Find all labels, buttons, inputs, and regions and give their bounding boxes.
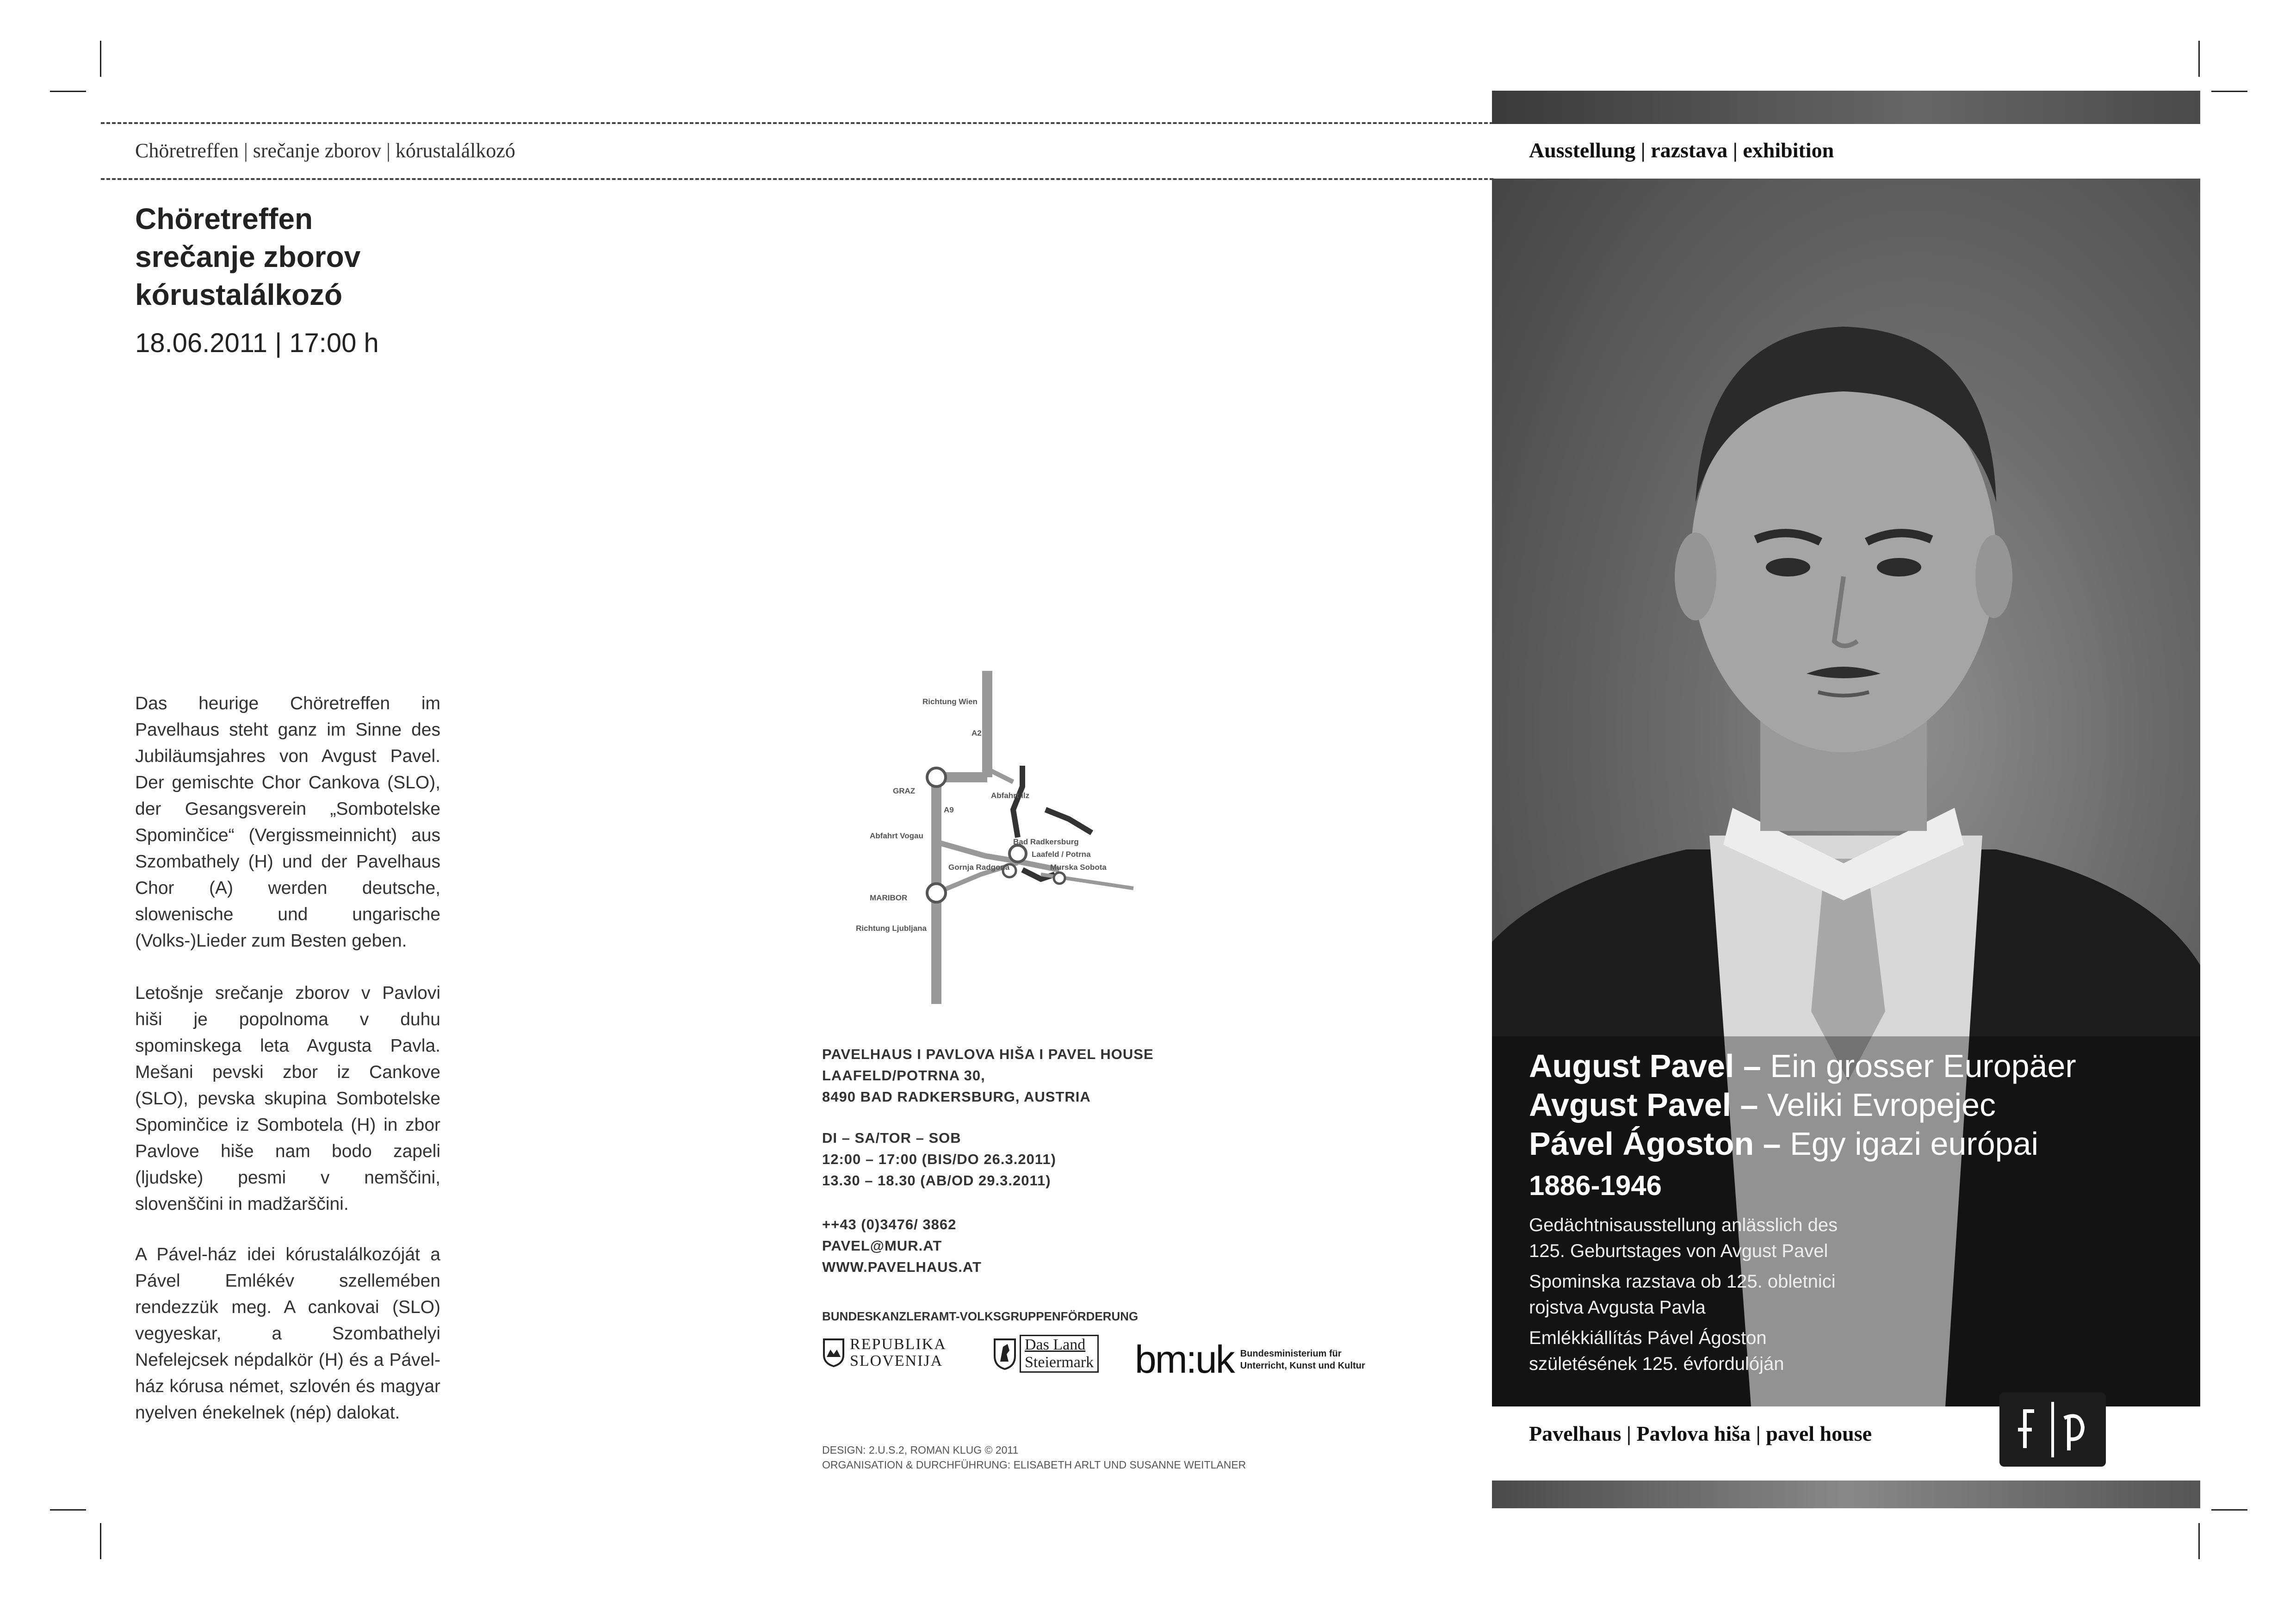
slovenia-crest-icon — [822, 1338, 845, 1367]
crop-mark — [2211, 1509, 2247, 1511]
pavelhaus-logo — [1999, 1393, 2106, 1467]
life-years: 1886-1946 — [1529, 1170, 1662, 1201]
map-label: Richtung Ljubljana — [856, 924, 927, 933]
hours-line: DI – SA/TOR – SOB — [822, 1130, 961, 1146]
organisation-credit: ORGANISATION & DURCHFÜHRUNG: ELISABETH ARLT UND SUSANNE WEITLANER — [822, 1459, 1246, 1471]
crop-mark — [50, 91, 86, 92]
event-title — [135, 200, 360, 314]
map-label: Richtung Wien — [922, 697, 978, 706]
paragraph-german: Das heurige Chöretreffen im Pavelhaus steht ganz im Sinne des Jubiläumsjahres von Avgust Pavel. Der gemischte Chor Cankova (SLO), der Gesangsverein „Sombotelske Spominčice“ (Vergissmeinnicht) aus Szombathely (H) und der Pavelhaus Chor (A) werden deutsche, slowenische und ungarische (Volks-)Lieder zum Besten geben. — [135, 694, 440, 951]
address-block — [822, 1044, 1154, 1108]
contact-block — [822, 1214, 982, 1278]
hours-line: 12:00 – 17:00 (BIS/DO 26.3.2011) — [822, 1151, 1056, 1167]
logo-steiermark — [993, 1335, 1099, 1373]
left-header: Chöretreffen | srečanje zborov | kórustalálkozó — [135, 139, 515, 162]
title-slovenian: Avgust Pavel – Veliki Evropejec — [1529, 1087, 1996, 1123]
paragraph-slovenian: Letošnje srečanje zborov v Pavlovi hiši je popolnoma v duhu spominskega leta Avgusta Pavla. Mešani pevski zbor iz Cankove (SLO), pevska skupina Sombotelske Spominčice iz Sombotela (H) in zbor Pavlove hiše nam bodo zapeli (ljudske) pesmi v nemščini, slovenščini in madžarščini. — [135, 983, 440, 1214]
header-rule-top — [101, 122, 1493, 124]
logo-bmuk — [1135, 1337, 1365, 1382]
email: PAVEL@MUR.AT — [822, 1238, 942, 1254]
address-line: LAAFELD/POTRNA 30, — [822, 1067, 985, 1084]
title-line: kórustalálkozó — [135, 278, 343, 311]
map-label: Murska Sobota — [1050, 863, 1107, 872]
subtitle-line: 125. Geburtstages von Avgust Pavel — [1529, 1241, 1828, 1261]
logo-slovenija — [822, 1336, 947, 1369]
title-line: srečanje zborov — [135, 240, 361, 273]
credits — [822, 1443, 1246, 1472]
crop-mark — [2198, 41, 2200, 77]
node-murska — [1054, 873, 1065, 884]
node-bad-radkersburg — [1009, 845, 1026, 862]
logo-text: Bundesministerium für — [1240, 1348, 1342, 1359]
map-label: MARIBOR — [870, 893, 908, 902]
map-label: GRAZ — [893, 787, 916, 795]
right-header: Ausstellung | razstava | exhibition — [1529, 138, 1834, 162]
website: WWW.PAVELHAUS.AT — [822, 1259, 982, 1275]
opening-hours — [822, 1127, 1056, 1191]
subtitle-line: Emlékkiállítás Pável Ágoston — [1529, 1328, 1767, 1348]
logo-text: REPUBLIKA — [850, 1336, 947, 1353]
map-label: Bad Radkersburg — [1013, 837, 1079, 846]
crop-mark — [100, 41, 101, 77]
footer-label: Pavelhaus | Pavlova hiša | pavel house — [1529, 1422, 1872, 1445]
map-label: A9 — [944, 805, 954, 814]
exhibition-titles — [1529, 1047, 2076, 1163]
header-rule-bottom — [101, 178, 1493, 180]
road-ilz-link — [1013, 766, 1022, 837]
event-date: 18.06.2011 | 17:00 h — [135, 328, 379, 358]
phone: ++43 (0)3476/ 3862 — [822, 1216, 957, 1233]
crop-mark — [50, 1509, 86, 1511]
logo-text: Steiermark — [1025, 1354, 1094, 1371]
title-line: Chöretreffen — [135, 202, 313, 235]
sponsor-heading: BUNDESKANZLERAMT-VOLKSGRUPPENFÖRDERUNG — [822, 1309, 1139, 1323]
node-maribor — [927, 884, 946, 902]
crop-mark — [2211, 91, 2247, 92]
paragraph-hungarian: A Pável-ház idei kórustalálkozóját a Pável Emlékév szellemében rendezzük meg. A cankovai (SLO) vegyeskar, a Szombathelyi Nefelejcsek népdalkör (H) és a Pável-ház kórusa német, szlovén és magyar nyelven énekelnek (nép) dalokat. — [135, 1245, 440, 1423]
logo-text: Das Land — [1025, 1336, 1086, 1353]
subtitle-line: Spominska razstava ob 125. obletnici — [1529, 1271, 1836, 1292]
exhibition-subtitles — [1529, 1212, 1838, 1377]
map-label: Laafeld / Potrna — [1032, 850, 1091, 859]
pavelhaus-logo-icon — [1999, 1393, 2106, 1467]
design-credit: DESIGN: 2.U.S.2, ROMAN KLUG © 2011 — [822, 1444, 1019, 1456]
bmuk-wordmark: bm:uk — [1135, 1338, 1234, 1381]
map-label: Gornja Radgona — [948, 863, 1010, 872]
subtitle-line: születésének 125. évfordulóján — [1529, 1354, 1784, 1374]
subtitle-line: rojstva Avgusta Pavla — [1529, 1297, 1706, 1318]
title-hungarian: Pável Ágoston – Egy igazi európai — [1529, 1126, 2039, 1162]
node-graz — [927, 768, 946, 787]
logo-text: Unterricht, Kunst und Kultur — [1240, 1360, 1365, 1371]
title-german: August Pavel – Ein grosser Europäer — [1529, 1048, 2076, 1084]
address-line: PAVELHAUS I PAVLOVA HIŠA I PAVEL HOUSE — [822, 1046, 1154, 1062]
map-label: A2 — [972, 729, 982, 737]
route-map — [847, 671, 1143, 1013]
steiermark-panther-icon — [993, 1338, 1017, 1370]
crop-mark — [100, 1523, 101, 1559]
road-radkersburg — [1046, 810, 1092, 833]
map-label: Abfahrt Vogau — [870, 831, 923, 840]
map-label: Abfahrt Ilz — [991, 791, 1030, 800]
top-photo-strip — [1492, 91, 2200, 124]
hours-line: 13.30 – 18.30 (AB/OD 29.3.2011) — [822, 1172, 1051, 1189]
subtitle-line: Gedächtnisausstellung anlässlich des — [1529, 1215, 1838, 1235]
logo-text: SLOVENIJA — [850, 1352, 943, 1369]
crop-mark — [2198, 1523, 2200, 1559]
bottom-photo-strip — [1492, 1481, 2200, 1508]
address-line: 8490 BAD RADKERSBURG, AUSTRIA — [822, 1089, 1091, 1105]
